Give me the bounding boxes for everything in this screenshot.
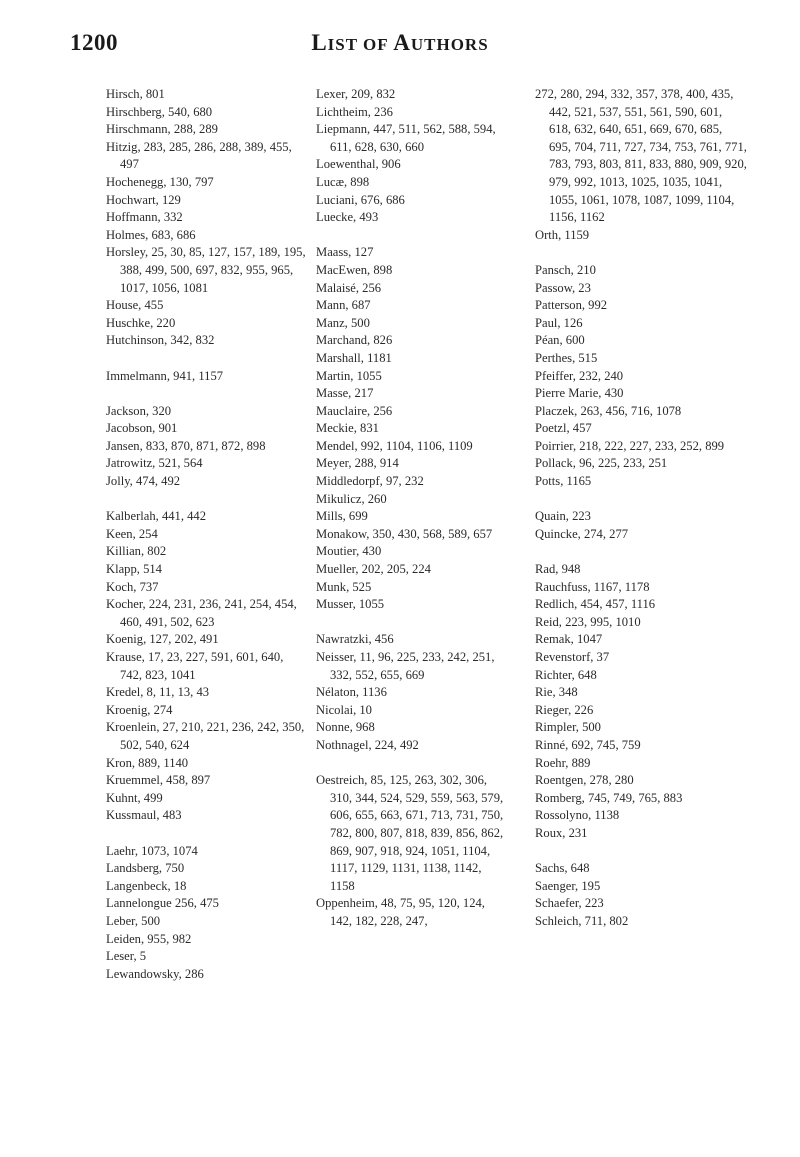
- index-entry: Oestreich, 85, 125, 263, 302, 306, 310, 344, 524, 529, 559, 563, 579, 606, 655, 663, 671, 713, 731, 750, 782, 800, 807, 818, 839, 856, 862, 869, 907, 918, 924, 1051, 1104, 1117, 1129, 1131, 1138, 1142, 1158: [316, 773, 504, 893]
- index-entry: Patterson, 992: [535, 298, 608, 313]
- index-entry: Middledorpf, 97, 232: [316, 474, 424, 489]
- index-entry: Pfeiffer, 232, 240: [535, 368, 624, 383]
- index-entry: Neisser, 11, 96, 225, 233, 242, 251, 332, 552, 655, 669: [316, 650, 495, 682]
- index-entry: Munk, 525: [316, 579, 372, 594]
- index-entry: Klapp, 514: [106, 562, 162, 577]
- index-entry: Quain, 223: [535, 509, 591, 524]
- index-entry: Redlich, 454, 457, 1116: [535, 597, 656, 612]
- index-entry: Mann, 687: [316, 298, 371, 313]
- index-entry: Poetzl, 457: [535, 421, 592, 436]
- index-entry: Sachs, 648: [535, 861, 590, 876]
- index-entry: Remak, 1047: [535, 632, 603, 647]
- index-entry: Mikulicz, 260: [316, 491, 387, 506]
- index-entry: Nicolai, 10: [316, 702, 372, 717]
- index-entry: Laehr, 1073, 1074: [106, 843, 198, 858]
- index-entry: Kalberlah, 441, 442: [106, 509, 207, 524]
- index-entry: Reid, 223, 995, 1010: [535, 614, 641, 629]
- index-entry: Holmes, 683, 686: [106, 227, 196, 242]
- letter-group-gap: [316, 614, 506, 632]
- running-head-cap-a: A: [393, 30, 411, 55]
- index-entry: Mauclaire, 256: [316, 403, 393, 418]
- page-number: 1200: [70, 30, 118, 55]
- index-entry: Nélaton, 1136: [316, 685, 387, 700]
- index-entry: Hoffmann, 332: [106, 210, 183, 225]
- running-head-uthors: UTHORS: [410, 35, 489, 54]
- index-entry: Moutier, 430: [316, 544, 382, 559]
- index-entry: Meyer, 288, 914: [316, 456, 399, 471]
- index-entry: Luciani, 676, 686: [316, 192, 405, 207]
- index-entry: Hochwart, 129: [106, 192, 181, 207]
- index-entry: Killian, 802: [106, 544, 167, 559]
- index-entry: Schaefer, 223: [535, 896, 604, 911]
- index-entry: Koenig, 127, 202, 491: [106, 632, 219, 647]
- index-entry: Rossolyno, 1138: [535, 808, 620, 823]
- index-entry: Lewandowsky, 286: [106, 966, 204, 981]
- index-entry: Mendel, 992, 1104, 1106, 1109: [316, 438, 473, 453]
- index-entry: Krause, 17, 23, 227, 591, 601, 640, 742, 823, 1041: [106, 650, 284, 682]
- index-entry: Lannelongue 256, 475: [106, 896, 219, 911]
- index-entry: House, 455: [106, 298, 164, 313]
- index-entry: Oppenheim, 48, 75, 95, 120, 124, 142, 182, 228, 247,: [316, 896, 485, 928]
- index-entry: Roux, 231: [535, 825, 588, 840]
- index-entry: Kussmaul, 483: [106, 808, 182, 823]
- letter-group-gap: [316, 227, 506, 245]
- running-head-cap-l: L: [311, 30, 328, 55]
- index-entry: Jacobson, 901: [106, 421, 178, 436]
- index-column-2: [316, 86, 506, 931]
- index-entry: Luecke, 493: [316, 210, 379, 225]
- index-entry: Kocher, 224, 231, 236, 241, 254, 454, 460, 491, 502, 623: [106, 597, 297, 629]
- index-entry: Placzek, 263, 456, 716, 1078: [535, 403, 682, 418]
- index-entry: Pierre Marie, 430: [535, 386, 624, 401]
- letter-group-gap: [106, 825, 306, 843]
- index-entry: Rimpler, 500: [535, 720, 601, 735]
- index-entry: Kron, 889, 1140: [106, 755, 189, 770]
- index-entry: Pollack, 96, 225, 233, 251: [535, 456, 668, 471]
- index-entry: Mueller, 202, 205, 224: [316, 562, 431, 577]
- index-entry: Rinné, 692, 745, 759: [535, 737, 641, 752]
- index-entry: Hochenegg, 130, 797: [106, 174, 214, 189]
- index-entry: Hirschberg, 540, 680: [106, 104, 213, 119]
- index-entry: Perthes, 515: [535, 350, 598, 365]
- index-entry: Leiden, 955, 982: [106, 931, 192, 946]
- index-entry: Nonne, 968: [316, 720, 375, 735]
- letter-group-gap: [106, 491, 306, 509]
- index-entry: Jackson, 320: [106, 403, 172, 418]
- index-entry: Monakow, 350, 430, 568, 589, 657: [316, 526, 493, 541]
- index-entry: Marshall, 1181: [316, 350, 392, 365]
- index-entry: Langenbeck, 18: [106, 878, 187, 893]
- index-entry: Péan, 600: [535, 333, 585, 348]
- index-entry: Kuhnt, 499: [106, 790, 163, 805]
- index-entry: Landsberg, 750: [106, 861, 185, 876]
- index-entry: Roehr, 889: [535, 755, 591, 770]
- index-entry: Orth, 1159: [535, 227, 590, 242]
- index-entry: Kroenlein, 27, 210, 221, 236, 242, 350, 502, 540, 624: [106, 720, 305, 752]
- index-entry: Huschke, 220: [106, 315, 176, 330]
- index-entry: Hirsch, 801: [106, 87, 165, 101]
- index-entry: Loewenthal, 906: [316, 157, 401, 172]
- index-entry: Kroenig, 274: [106, 702, 173, 717]
- index-entry: Hutchinson, 342, 832: [106, 333, 215, 348]
- index-entry: Malaisé, 256: [316, 280, 382, 295]
- index-entry: Paul, 126: [535, 315, 583, 330]
- letter-group-gap: [535, 843, 747, 861]
- index-entry: Passow, 23: [535, 280, 591, 295]
- index-entry: 272, 280, 294, 332, 357, 378, 400, 435, 442, 521, 537, 551, 561, 590, 601, 618, 632, 640, 651, 669, 670, 685, 695, 704, 711, 727, 734, 753, 761, 771, 783, 793, 803, 811, 833, 880, 909, 920, 979, 992, 1013, 1025, 1035, 1041, 1055, 1061, 1078, 1087, 1099, 1104, 1156, 1162: [535, 87, 747, 225]
- index-entry: Revenstorf, 37: [535, 650, 610, 664]
- index-entry: MacEwen, 898: [316, 262, 393, 277]
- index-entry: Schleich, 711, 802: [535, 913, 629, 928]
- index-entry: Rie, 348: [535, 685, 578, 700]
- letter-group-gap: [535, 491, 747, 509]
- index-entry: Rieger, 226: [535, 702, 594, 717]
- running-head-ist-of: IST OF: [327, 35, 394, 54]
- index-entry: Roentgen, 278, 280: [535, 773, 634, 788]
- index-entry: Koch, 737: [106, 579, 159, 594]
- index-entry: Immelmann, 941, 1157: [106, 368, 224, 383]
- index-entry: Nothnagel, 224, 492: [316, 737, 419, 752]
- index-entry: Leser, 5: [106, 949, 147, 964]
- index-entry: Rad, 948: [535, 562, 581, 577]
- index-entry: Kruemmel, 458, 897: [106, 773, 211, 788]
- index-entry: Quincke, 274, 277: [535, 526, 629, 541]
- letter-group-gap: [535, 244, 747, 262]
- index-entry: Lucæ, 898: [316, 174, 370, 189]
- index-entry: Kredel, 8, 11, 13, 43: [106, 685, 210, 700]
- index-entry: Mills, 699: [316, 509, 368, 524]
- index-entry: Liepmann, 447, 511, 562, 588, 594, 611, 628, 630, 660: [316, 122, 496, 154]
- index-entry: Romberg, 745, 749, 765, 883: [535, 790, 683, 805]
- index-entry: Richter, 648: [535, 667, 597, 682]
- index-entry: Martin, 1055: [316, 368, 382, 383]
- index-entry: Hirschmann, 288, 289: [106, 122, 218, 137]
- index-entry: Jatrowitz, 521, 564: [106, 456, 203, 471]
- index-entry: Lexer, 209, 832: [316, 87, 396, 101]
- index-entry: Leber, 500: [106, 913, 161, 928]
- index-entry: Poirrier, 218, 222, 227, 233, 252, 899: [535, 438, 725, 453]
- index-entry: Jolly, 474, 492: [106, 474, 181, 489]
- index-entry: Lichtheim, 236: [316, 104, 393, 119]
- index-entry: Musser, 1055: [316, 597, 385, 612]
- running-head: [0, 30, 800, 56]
- index-column-3: [535, 86, 747, 931]
- index-entry: Hitzig, 283, 285, 286, 288, 389, 455, 497: [106, 139, 292, 172]
- index-column-1: [106, 86, 306, 983]
- index-entry: Keen, 254: [106, 526, 158, 541]
- letter-group-gap: [316, 755, 506, 773]
- letter-group-gap: [106, 350, 306, 368]
- index-entry: Manz, 500: [316, 315, 370, 330]
- letter-group-gap: [535, 543, 747, 561]
- index-entry: Rauchfuss, 1167, 1178: [535, 579, 650, 594]
- index-entry: Marchand, 826: [316, 333, 393, 348]
- index-entry: Horsley, 25, 30, 85, 127, 157, 189, 195, 388, 499, 500, 697, 832, 955, 965, 1017, 1056, 1081: [106, 245, 306, 295]
- letter-group-gap: [106, 385, 306, 403]
- index-entry: Pansch, 210: [535, 262, 596, 277]
- index-entry: Nawratzki, 456: [316, 632, 394, 647]
- index-entry: Meckie, 831: [316, 421, 379, 436]
- index-entry: Jansen, 833, 870, 871, 872, 898: [106, 438, 266, 453]
- index-entry: Potts, 1165: [535, 474, 592, 489]
- index-entry: Saenger, 195: [535, 878, 601, 893]
- index-entry: Maass, 127: [316, 245, 374, 260]
- index-entry: Masse, 217: [316, 386, 374, 401]
